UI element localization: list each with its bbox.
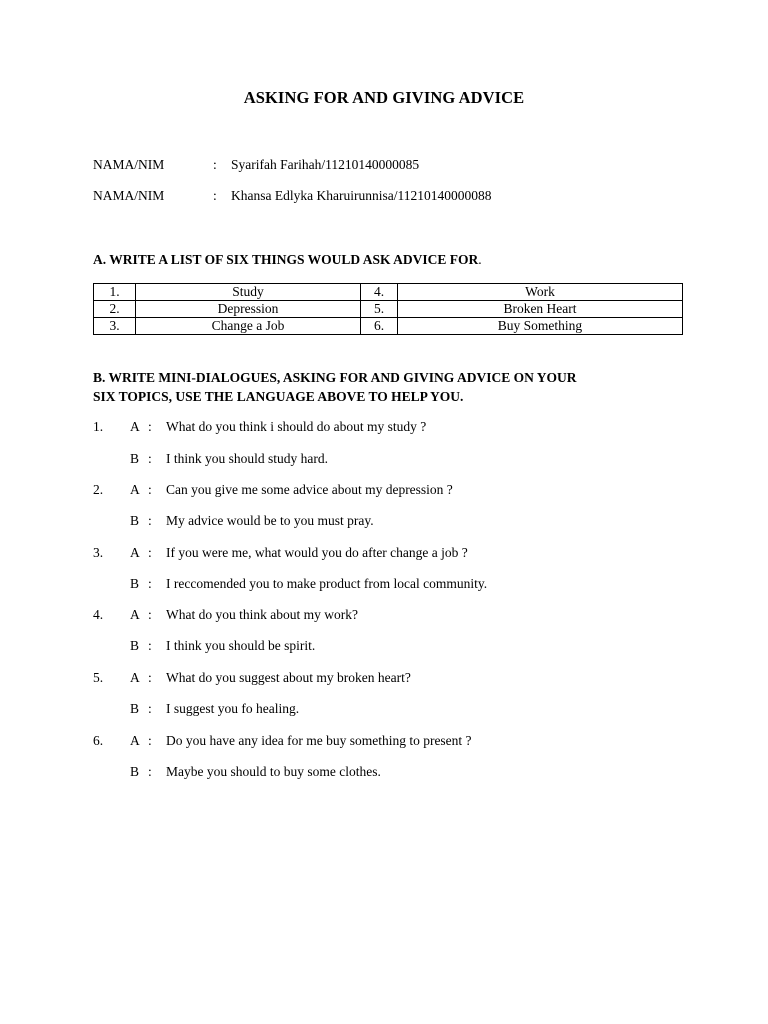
dialogue-answer: I think you should study hard. — [166, 451, 328, 466]
dialogue-answer: I reccomended you to make product from local community. — [166, 576, 488, 591]
dialogue-question: What do you think i should do about my study ? — [166, 419, 427, 434]
topic-number: 3. — [94, 318, 136, 335]
topic-number: 2. — [94, 301, 136, 318]
dialogue-speaker-b: B — [130, 701, 140, 716]
dialogue-speaker-b: B — [130, 638, 140, 653]
dialogue-speaker-b: B — [130, 451, 140, 466]
dialogue-colon: : — [148, 733, 152, 748]
topic-number: 1. — [94, 284, 136, 301]
section-b-heading-line-1: B. WRITE MINI-DIALOGUES, ASKING FOR AND GIVING ADVICE ON YOUR — [93, 370, 577, 385]
dialogue-number: 5. — [93, 670, 104, 685]
table-row — [94, 318, 683, 335]
table-row — [94, 301, 683, 318]
dialogue-colon: : — [148, 670, 152, 685]
topic-cell: Buy Something — [398, 318, 683, 335]
table-row — [94, 284, 683, 301]
topics-table — [93, 283, 683, 335]
section-b-heading-line-2: SIX TOPICS, USE THE LANGUAGE ABOVE TO HELP YOU. — [93, 389, 464, 404]
dialogue-colon: : — [148, 451, 152, 466]
dialogue-colon: : — [148, 545, 152, 560]
dialogue-question: What do you think about my work? — [166, 607, 358, 622]
section-a-heading-text: A. WRITE A LIST OF SIX THINGS WOULD ASK ADVICE FOR — [93, 252, 479, 267]
page-title: ASKING FOR AND GIVING ADVICE — [243, 88, 525, 107]
student-1-label: NAMA/NIM — [93, 157, 165, 172]
dialogue-speaker-a: A — [130, 670, 140, 685]
dialogue-speaker-b: B — [130, 764, 140, 779]
dialogue-speaker-a: A — [130, 419, 140, 434]
dialogue-colon: : — [148, 513, 152, 528]
dialogue-answer: I think you should be spirit. — [166, 638, 316, 653]
dialogue-speaker-b: B — [130, 513, 140, 528]
dialogue-number: 6. — [93, 733, 104, 748]
dialogue-number: 1. — [93, 419, 104, 434]
dialogue-answer: Maybe you should to buy some clothes. — [166, 764, 381, 779]
student-1-separator: : — [213, 157, 217, 172]
dialogue-speaker-a: A — [130, 482, 140, 497]
dialogue-question: What do you suggest about my broken heart? — [166, 670, 411, 685]
student-2-label: NAMA/NIM — [93, 188, 165, 203]
student-1-value: Syarifah Farihah/11210140000085 — [231, 157, 420, 172]
section-a-heading-period: . — [478, 252, 482, 267]
dialogue-answer: I suggest you fo healing. — [166, 701, 300, 716]
dialogue-colon: : — [148, 576, 152, 591]
topic-cell: Broken Heart — [398, 301, 683, 318]
dialogue-colon: : — [148, 701, 152, 716]
dialogue-number: 2. — [93, 482, 104, 497]
dialogue-colon: : — [148, 764, 152, 779]
student-2-value: Khansa Edlyka Kharuirunnisa/11210140000088 — [231, 188, 492, 203]
dialogue-speaker-a: A — [130, 545, 140, 560]
dialogue-question: Do you have any idea for me buy something to present ? — [166, 733, 472, 748]
section-a-heading — [93, 252, 482, 268]
topic-cell: Depression — [136, 301, 361, 318]
dialogue-colon: : — [148, 482, 152, 497]
dialogue-question: Can you give me some advice about my depression ? — [166, 482, 453, 497]
dialogue-colon: : — [148, 607, 152, 622]
dialogue-speaker-a: A — [130, 733, 140, 748]
dialogue-colon: : — [148, 638, 152, 653]
topic-number: 5. — [361, 301, 398, 318]
dialogue-question: If you were me, what would you do after change a job ? — [166, 545, 468, 560]
dialogue-number: 3. — [93, 545, 104, 560]
student-2-separator: : — [213, 188, 217, 203]
dialogue-answer: My advice would be to you must pray. — [166, 513, 374, 528]
dialogue-number: 4. — [93, 607, 104, 622]
topic-cell: Change a Job — [136, 318, 361, 335]
dialogue-colon: : — [148, 419, 152, 434]
dialogue-speaker-a: A — [130, 607, 140, 622]
topic-cell: Study — [136, 284, 361, 301]
dialogue-speaker-b: B — [130, 576, 140, 591]
topic-number: 6. — [361, 318, 398, 335]
topic-number: 4. — [361, 284, 398, 301]
topic-cell: Work — [398, 284, 683, 301]
section-b-heading — [93, 368, 683, 406]
